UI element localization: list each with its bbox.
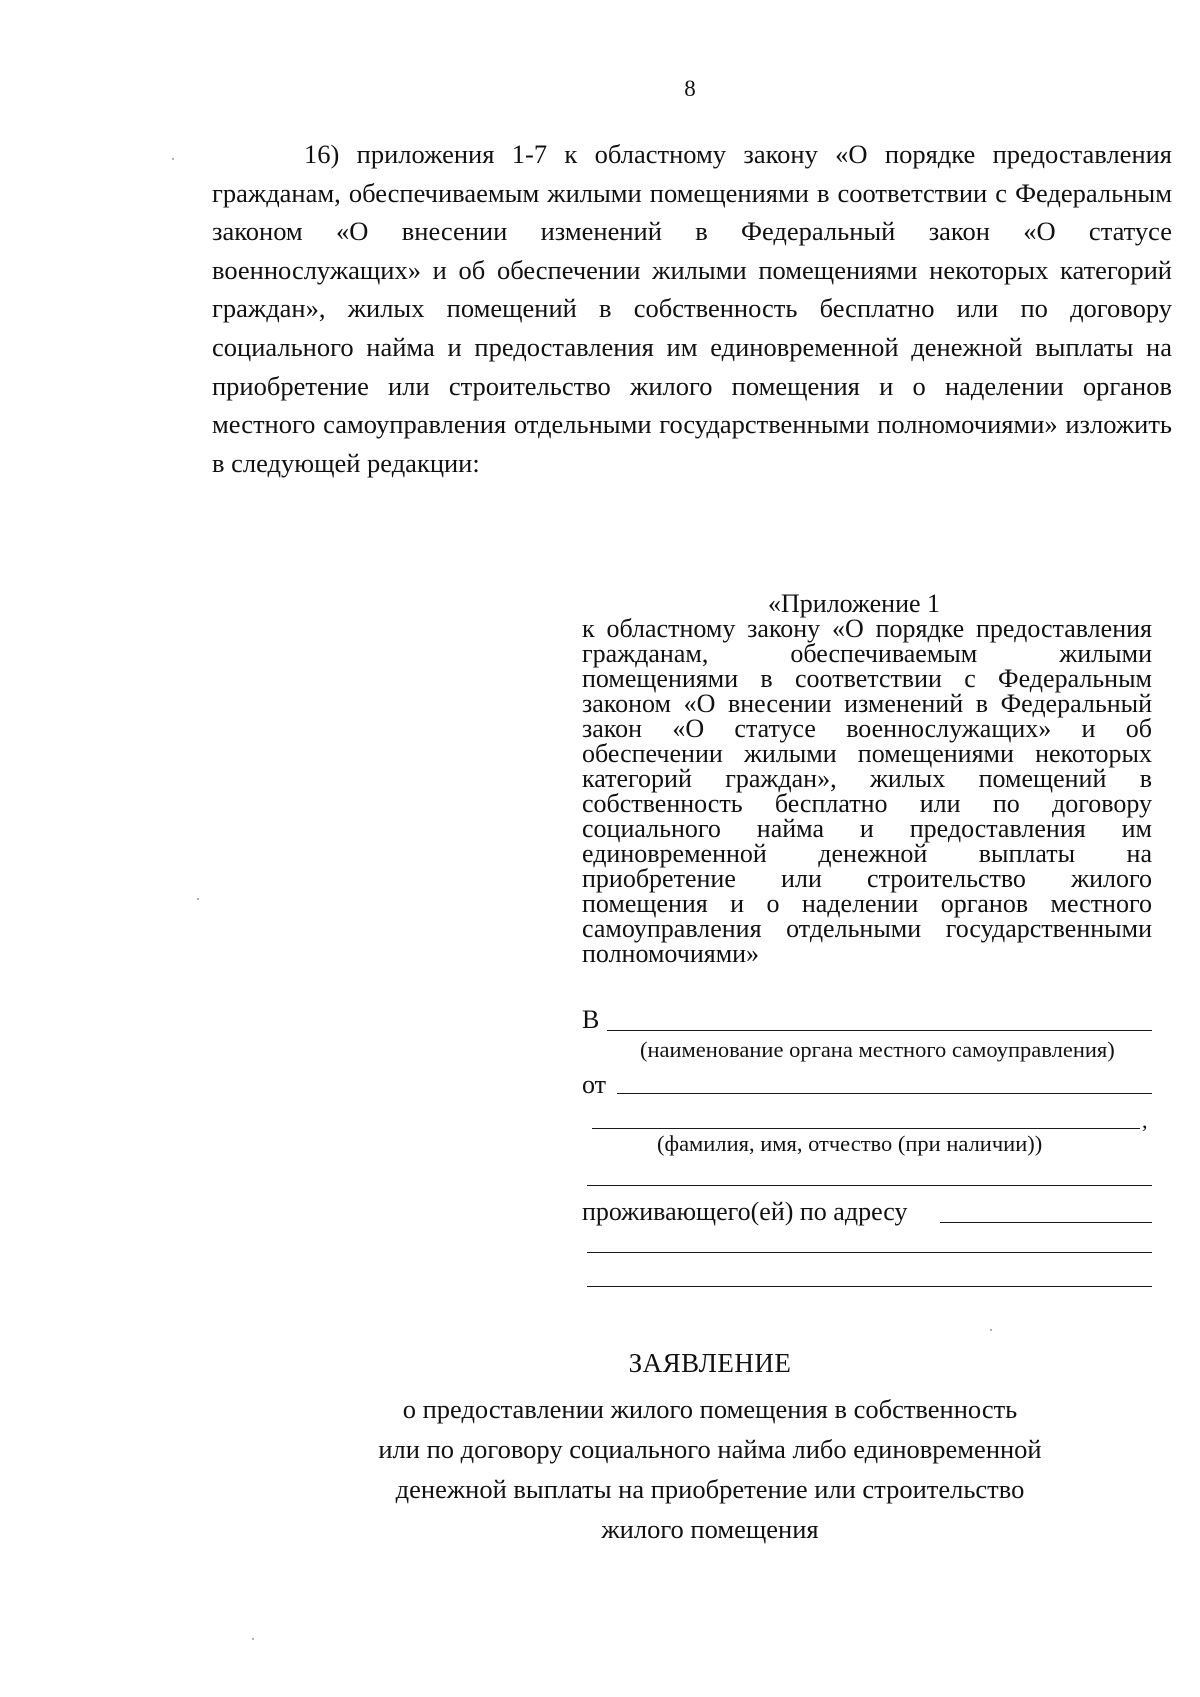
trailing-comma: , (1142, 1108, 1148, 1133)
residence-label: проживающего(ей) по адресу (582, 1197, 908, 1226)
statement-line-2: или по договору социального найма либо единовременной (378, 1434, 1042, 1464)
to-caption: (наименование органа местного самоуправления) (640, 1037, 1115, 1062)
intro-paragraph: 16) приложения 1-7 к областному закону «О порядке предоставления гражданам, обеспечиваемым жилыми помещениями в соответствии с Федеральным законом «О внесении изменений в Федеральный закон «О статусе военнослужащих» и об обеспечении жилыми помещениями некоторых категорий граждан», жилых помещений в собственность бесплатно или по договору социального найма и предоставления им единовременной денежной выплаты на приобретение или строительство жилого помещения и о наделении органов местного самоуправления отдельными государственными полномочиями» изложить в следующей редакции: (212, 139, 1172, 478)
scan-speck (197, 898, 199, 900)
statement-line-3: денежной выплаты на приобретение или строительство (395, 1474, 1025, 1504)
residence-blank-line-3[interactable] (587, 1286, 1152, 1287)
from-blank-line-1[interactable] (617, 1093, 1152, 1094)
from-label: от (582, 1070, 607, 1099)
from-blank-line-3[interactable] (587, 1185, 1152, 1186)
appendix-body: к областному закону «О порядке предоставления гражданам, обеспечиваемым жилыми помещениями в соответствии с Федеральным законом «О внесении изменений в Федеральный закон «О статусе военнослужащих» и об обеспечении жилыми помещениями некоторых категорий граждан», жилых помещений в собственность бесплатно или по договору социального найма и предоставления им единовременной денежной выплаты на приобретение или строительство жилого помещения и о наделении органов местного самоуправления отдельными государственными полномочиями» (582, 614, 1152, 968)
statement-title: ЗАЯВЛЕНИЕ (628, 1348, 792, 1378)
scan-speck (990, 1329, 992, 1331)
to-blank-line[interactable] (607, 1030, 1152, 1031)
appendix-title: «Приложение 1 (768, 589, 941, 618)
page-number: 8 (684, 76, 696, 101)
residence-blank-line-2[interactable] (587, 1252, 1152, 1253)
to-label: В (582, 1005, 600, 1034)
residence-blank-line-1[interactable] (940, 1222, 1152, 1223)
from-caption: (фамилия, имя, отчество (при наличии)) (657, 1131, 1043, 1156)
statement-line-1: о предоставлении жилого помещения в собственность (402, 1394, 1018, 1424)
scan-speck (252, 1638, 254, 1640)
statement-line-4: жилого помещения (601, 1514, 819, 1544)
from-blank-line-2[interactable] (592, 1128, 1140, 1129)
scan-speck (172, 158, 174, 160)
